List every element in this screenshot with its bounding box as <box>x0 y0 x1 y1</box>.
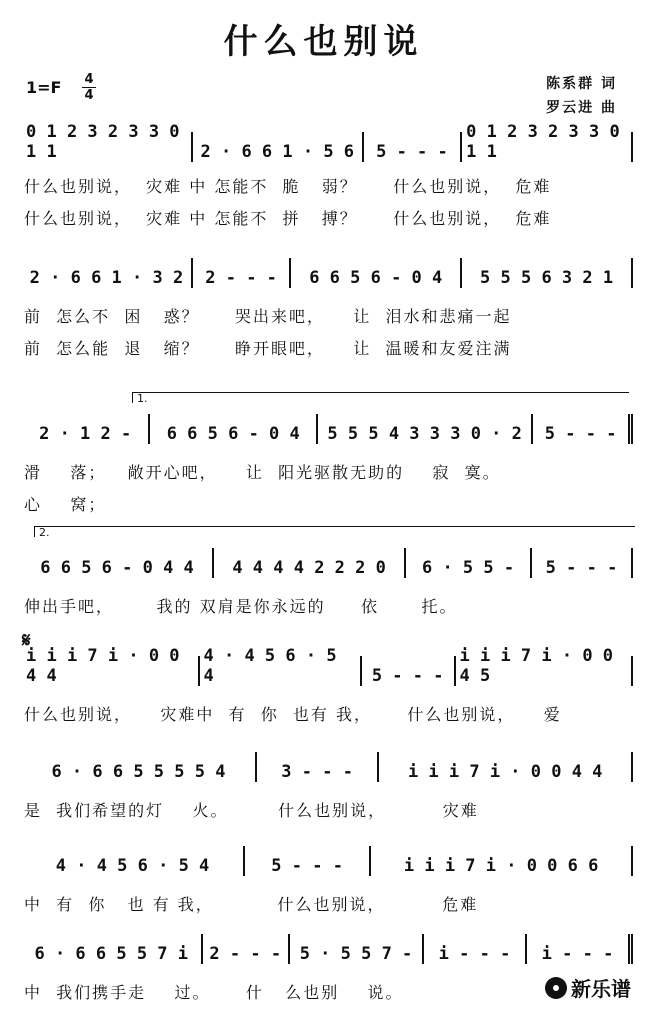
measure: 5 - - - <box>533 414 633 444</box>
lyric-verse-1: 前 怎么不 困 惑？ 哭出来吧， 让 泪水和悲痛一起 <box>24 307 512 326</box>
measure: i - - - <box>424 934 527 964</box>
lyric-verse-2: 心 窝； <box>24 495 107 514</box>
lyric-verse-1: 伸出手吧， 我的 双肩是你永远的 依 托。 <box>24 597 458 616</box>
measure: 6 6 5 6 - 0 4 4 <box>22 548 214 578</box>
measure: 5 - - - <box>245 846 371 876</box>
site-logo <box>545 973 631 1002</box>
lyric-verse-1: 什么也别说， 灾难中 有 你 也有 我， 什么也别说， 爱 <box>24 705 562 724</box>
measure: 0 1 2 3 2 3 3 0 1 1 <box>462 132 633 162</box>
notes-row <box>22 548 633 578</box>
volta-bracket-1: 1. <box>132 392 629 403</box>
measure: 6 · 6 6 5 5 5 5 4 <box>22 752 257 782</box>
measure: i i i 7 i · 0 0 4 4 <box>379 752 633 782</box>
measure: i i i 7 i · 0 0 4 4 <box>22 656 200 686</box>
credits <box>546 72 617 120</box>
measure: 6 · 5 5 - <box>406 548 532 578</box>
key-signature: 1=F <box>26 78 62 97</box>
notes-row <box>22 752 633 782</box>
measure: 6 · 6 6 5 5 7 i <box>22 934 203 964</box>
lyric-verse-1: 滑 落； 敞开心吧， 让 阳光驱散无助的 寂 寞。 <box>24 463 501 482</box>
time-signature-denominator: 4 <box>82 87 96 103</box>
notes-row <box>22 934 633 964</box>
time-signature <box>82 72 96 103</box>
lyric-verse-2: 什么也别说， 灾难 中 怎能不 拼 搏？ 什么也别说， 危难 <box>24 209 552 228</box>
measure: 2 · 1 2 - <box>22 414 150 444</box>
lyric-verse-1: 是 我们希望的灯 火。 什么也别说， 灾难 <box>24 801 479 820</box>
segno-sign: 𝄋 <box>22 628 31 652</box>
measure: 5 5 5 6 3 2 1 <box>462 258 633 288</box>
lyric-verse-1: 什么也别说， 灾难 中 怎能不 脆 弱？ 什么也别说， 危难 <box>24 177 552 196</box>
measure: 6 6 5 6 - 0 4 <box>291 258 462 288</box>
measure: 5 · 5 5 7 - <box>290 934 424 964</box>
measure: i i i 7 i · 0 0 4 5 <box>456 656 634 686</box>
measure: 3 - - - <box>257 752 379 782</box>
volta-bracket-2: 2. <box>34 526 635 537</box>
lyric-verse-2: 前 怎么能 退 缩？ 睁开眼吧， 让 温暖和友爱注满 <box>24 339 512 358</box>
measure: 4 · 4 5 6 · 5 4 <box>200 656 362 686</box>
measure: 2 · 6 6 1 · 5 6 <box>193 132 364 162</box>
measure: 5 - - - <box>532 548 633 578</box>
measure: 4 · 4 5 6 · 5 4 <box>22 846 245 876</box>
measure: i i i 7 i · 0 0 6 6 <box>371 846 633 876</box>
time-signature-numerator: 4 <box>84 72 94 87</box>
lyric-verse-1: 中 我们携手走 过。 什 么也别 说。 <box>24 983 404 1002</box>
measure: 6 6 5 6 - 0 4 <box>150 414 318 444</box>
site-logo-text: 新乐谱 <box>571 977 631 1001</box>
notes-row <box>22 414 633 444</box>
composer-credit: 罗云进 曲 <box>546 100 617 116</box>
notes-row <box>22 846 633 876</box>
notes-row <box>22 258 633 288</box>
measure: 5 5 5 4 3 3 3 0 · 2 <box>318 414 533 444</box>
measure: 2 · 6 6 1 · 3 2 <box>22 258 193 288</box>
measure: 4 4 4 4 2 2 2 0 <box>214 548 406 578</box>
measure: 0 1 2 3 2 3 3 0 1 1 <box>22 132 193 162</box>
measure: i - - - <box>527 934 633 964</box>
record-disc-icon <box>545 977 567 999</box>
notes-row <box>22 646 633 686</box>
song-title: 什么也别说 <box>223 22 424 62</box>
measure: 2 - - - <box>203 934 291 964</box>
lyricist-credit: 陈系群 词 <box>546 76 617 92</box>
measure: 5 - - - <box>364 132 462 162</box>
measure: 2 - - - <box>193 258 291 288</box>
notes-row <box>22 122 633 162</box>
lyric-verse-1: 中 有 你 也 有 我， 什么也别说， 危难 <box>24 895 479 914</box>
measure: 5 - - - <box>362 656 456 686</box>
